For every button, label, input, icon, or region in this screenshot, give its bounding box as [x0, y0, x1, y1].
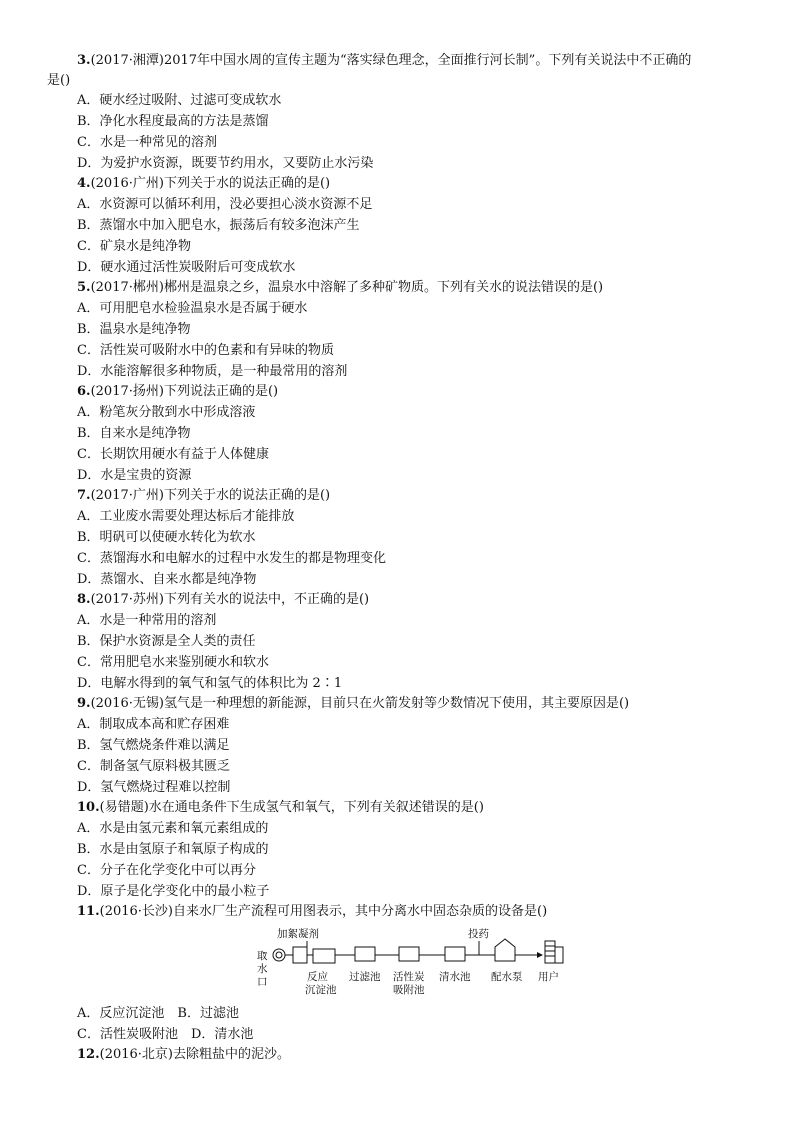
question-8 [77, 591, 777, 609]
option-d: D．蒸馏水、自来水都是纯净物 [77, 572, 257, 587]
building-icon-2 [555, 947, 563, 963]
question-stem: 郴州是温泉之乡，温泉水中溶解了多种矿物质。下列有关水的说法错误的是() [163, 280, 604, 295]
option-c: C．长期饮用硬水有益于人体健康 [77, 447, 269, 462]
option-b: B．保护水资源是全人类的责任 [77, 634, 256, 649]
clear-water-tank-icon [445, 947, 465, 961]
intake-pump-icon [273, 949, 285, 961]
question-source: (2017·广州) [90, 488, 164, 503]
question-number: 9. [77, 696, 91, 711]
option-b: B．水是由氢原子和氧原子构成的 [77, 842, 269, 857]
option-c: C．制备氢气原料极其匮乏 [77, 759, 230, 774]
reaction-tank-label: 反应 [307, 971, 328, 983]
option-a: A．水是由氢元素和氧元素组成的 [77, 821, 269, 836]
question-11 [77, 903, 777, 921]
question-stem: 下列关于水的说法正确的是() [163, 176, 331, 191]
option-a: A．水是一种常用的溶剂 [77, 613, 217, 628]
option-a: A．硬水经过吸附、过滤可变成软水 [77, 93, 282, 108]
question-source: (2017·扬州) [90, 384, 164, 399]
option-a: A．粉笔灰分散到水中形成溶液 [77, 405, 256, 420]
question-6 [77, 383, 777, 401]
question-number: 6. [77, 384, 91, 399]
clear-water-tank-label: 清水池 [439, 971, 471, 983]
dosing-label: 投药 [468, 928, 489, 940]
question-stem: 氢气是一种理想的新能源，目前只在火箭发射等少数情况下使用，其主要原因是() [163, 696, 630, 711]
option-a: A．水资源可以循环利用，没必要担心淡水资源不足 [77, 197, 373, 212]
option-b: B．明矾可以使硬水转化为软水 [77, 530, 256, 545]
question-number: 8. [77, 592, 91, 607]
question-source: (2016·北京) [99, 1047, 173, 1062]
question-number: 7. [77, 488, 91, 503]
pump-label: 配水泵 [491, 971, 523, 983]
option-b: B．净化水程度最高的方法是蒸馏 [77, 114, 269, 129]
question-10 [77, 799, 777, 817]
question-3 [77, 52, 777, 70]
option-c: C．蒸馏海水和电解水的过程中水发生的都是物理变化 [77, 551, 386, 566]
intake-label-3: 口 [257, 976, 268, 988]
option-c: C．矿泉水是纯净物 [77, 239, 191, 254]
option-c: C．常用肥皂水来鉴别硬水和软水 [77, 655, 269, 670]
question-source: (2017·苏州) [90, 592, 164, 607]
option-d: D．电解水得到的氧气和氢气的体积比为 2∶1 [77, 676, 343, 691]
option-c-d: C．活性炭吸附池 D．清水池 [77, 1027, 254, 1042]
option-a: A．制取成本高和贮存困难 [77, 717, 230, 732]
carbon-tank-icon [399, 947, 419, 961]
carbon-tank-label-2: 吸附池 [393, 984, 425, 996]
question-source: (2016·长沙) [99, 904, 173, 919]
question-12 [77, 1046, 777, 1064]
intake-label-1: 取 [257, 950, 268, 962]
option-c: C．水是一种常见的溶剂 [77, 135, 217, 150]
option-d: D．水是宝贵的资源 [77, 468, 192, 483]
option-d: D．水能溶解很多种物质，是一种最常用的溶剂 [77, 364, 348, 379]
question-4 [77, 175, 777, 193]
question-number: 11. [77, 904, 100, 919]
question-7 [77, 487, 777, 505]
option-b: B．氢气燃烧条件难以满足 [77, 738, 230, 753]
option-b: B．自来水是纯净物 [77, 426, 191, 441]
reaction-tank-icon [293, 947, 307, 963]
arrow-icon [537, 952, 543, 958]
option-a: A．工业废水需要处理达标后才能排放 [77, 509, 295, 524]
intake-label-2: 水 [257, 963, 268, 975]
question-9 [77, 695, 777, 713]
question-stem: 去除粗盐中的泥沙。 [173, 1047, 291, 1062]
water-treatment-flow-diagram [255, 925, 575, 1003]
reaction-tank-label-2: 沉淀池 [305, 984, 337, 996]
carbon-tank-label: 活性炭 [393, 971, 425, 983]
question-stem: 2017年中国水周的宣传主题为“落实绿色理念，全面推行河长制”。下列有关说法中不正确的 [163, 53, 692, 68]
building-icon [545, 941, 555, 963]
filtration-tank-label: 过滤池 [349, 971, 381, 983]
question-stem: 下列关于水的说法正确的是() [163, 488, 331, 503]
question-source: (2016·广州) [90, 176, 164, 191]
option-d: D．硬水通过活性炭吸附后可变成软水 [77, 260, 296, 275]
option-a-b: A．反应沉淀池 B．过滤池 [77, 1006, 239, 1021]
option-c: C．分子在化学变化中可以再分 [77, 863, 256, 878]
question-source: (易错题) [99, 800, 149, 815]
user-label: 用户 [538, 971, 559, 983]
question-source: (2017·郴州) [90, 280, 164, 295]
question-number: 10. [77, 800, 100, 815]
option-a: A．可用肥皂水检验温泉水是否属于硬水 [77, 301, 308, 316]
sedimentation-tank-icon [313, 949, 335, 963]
pump-house-icon [495, 939, 515, 961]
question-5 [77, 279, 777, 297]
question-number: 4. [77, 176, 91, 191]
option-b: B．温泉水是纯净物 [77, 322, 191, 337]
question-stem: 下列说法正确的是() [163, 384, 279, 399]
question-stem: 水在通电条件下生成氢气和氧气，下列有关叙述错误的是() [148, 800, 484, 815]
filtration-tank-icon [355, 947, 375, 961]
option-d: D．原子是化学变化中的最小粒子 [77, 884, 270, 899]
option-c: C．活性炭可吸附水中的色素和有异味的物质 [77, 343, 334, 358]
flocculant-label: 加絮凝剂 [277, 928, 319, 940]
question-number: 12. [77, 1047, 100, 1062]
question-source: (2016·无锡) [90, 696, 164, 711]
question-stem-continued: 是() [47, 73, 71, 88]
option-d: D．氢气燃烧过程难以控制 [77, 780, 231, 795]
question-source: (2017·湘潭) [90, 53, 164, 68]
question-number: 3. [77, 53, 91, 68]
question-stem: 下列有关水的说法中，不正确的是() [163, 592, 370, 607]
option-d: D．为爱护水资源，既要节约用水，又要防止水污染 [77, 156, 374, 171]
intake-pump-inner-icon [276, 952, 282, 958]
question-number: 5. [77, 280, 91, 295]
question-stem: 自来水厂生产流程可用图表示，其中分离水中固态杂质的设备是() [173, 904, 548, 919]
option-b: B．蒸馏水中加入肥皂水，振荡后有较多泡沫产生 [77, 218, 360, 233]
